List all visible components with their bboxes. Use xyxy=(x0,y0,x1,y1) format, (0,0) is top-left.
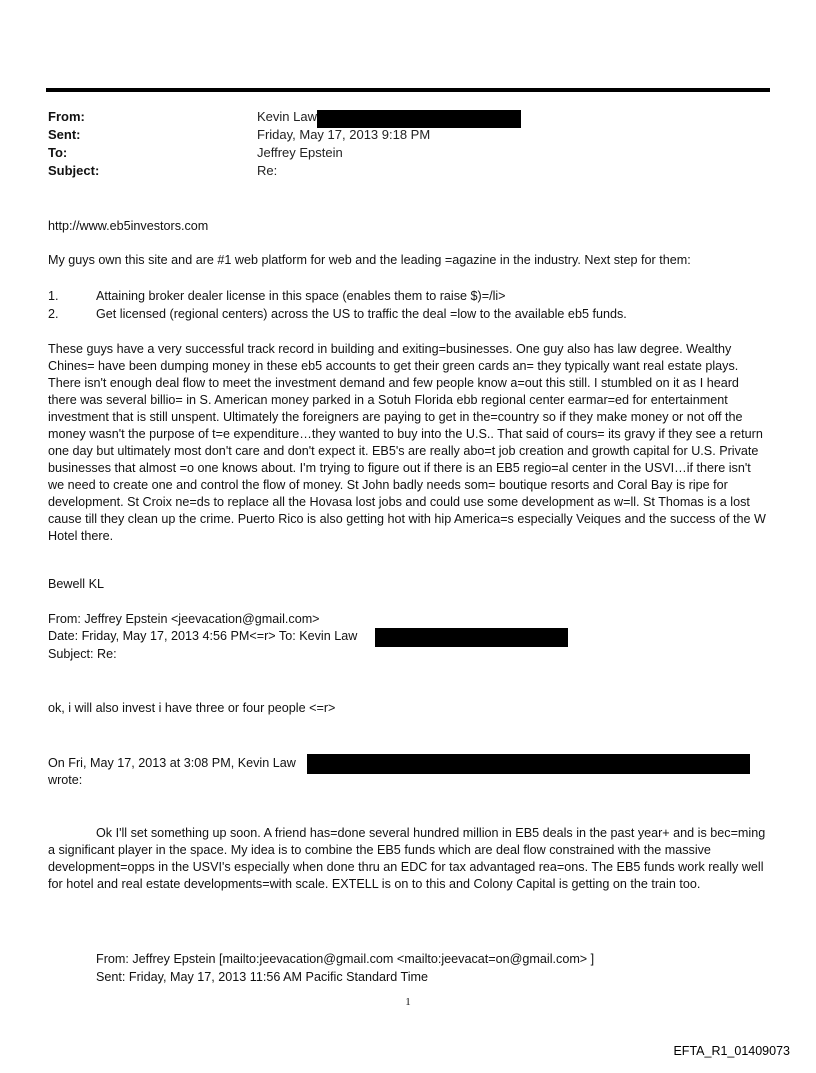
nested-from: From: Jeffrey Epstein [mailto:jeevacation@gmail.com <mailto:jeevacat=on@gmail.com> ] xyxy=(96,952,595,966)
redaction-block xyxy=(375,628,568,647)
quoted-date-to: Date: Friday, May 17, 2013 4:56 PM<=r> To: Kevin Law xyxy=(48,629,358,643)
sent-value: Friday, May 17, 2013 9:18 PM xyxy=(257,127,431,142)
quoted-message: ok, i will also invest i have three or four people <=r> xyxy=(48,701,336,715)
quoted-from: From: Jeffrey Epstein <jeevacation@gmail.com> xyxy=(48,612,320,626)
nested-sent: Sent: Friday, May 17, 2013 11:56 AM Pacific Standard Time xyxy=(96,970,429,984)
quoted-paragraph: Ok I'll set something up soon. A friend has=done several hundred million in EB5 deals in the past year+ and is bec=ming a significant player in the space. My idea is to combine the EB5 funds which are deal flow constrained with the massive development=opps in the USVI's especially when done thru an EDC for tax advantaged rea=ons. The EB5 funds work really well for hotel and real estate developments=with scale. EXTELL is on to this and Colony Capital is getting on the train too. xyxy=(48,826,766,891)
list-item: Attaining broker dealer license in this space (enables them to raise $)=/li> xyxy=(96,289,506,303)
from-label: From: xyxy=(48,109,85,124)
quoted-subject: Subject: Re: xyxy=(48,647,117,661)
header-rule xyxy=(46,88,770,92)
subject-value: Re: xyxy=(257,163,278,178)
to-value: Jeffrey Epstein xyxy=(257,145,343,160)
wrote-label: wrote: xyxy=(48,773,83,787)
from-value: Kevin Law xyxy=(257,109,317,124)
document-id: EFTA_R1_01409073 xyxy=(673,1044,790,1058)
intro-paragraph: My guys own this site and are #1 web platform for web and the leading =agazine in the industry. Next step for them: xyxy=(48,253,691,267)
to-label: To: xyxy=(48,145,68,160)
page-number: 1 xyxy=(405,996,411,1008)
subject-label: Subject: xyxy=(48,163,100,178)
redaction-block xyxy=(307,754,750,774)
wrote-line: On Fri, May 17, 2013 at 3:08 PM, Kevin Law xyxy=(48,756,296,770)
signoff: Bewell KL xyxy=(48,577,105,591)
main-paragraph: These guys have a very successful track record in building and exiting=businesses. One guy also has law degree. Wealthy Chines= have been dumping money in these eb5 accounts to get their green cards an= they typically want real estate plays. There isn't enough deal flow to meet the investment demand and few people know a=out this still. I stumbled on it as I heard there was several billio= in S. American money parked in a Sotuh Florida ebb regional center earmar=ed for entertainment investment that is still unspent. Ultimately the foreigners are paying to get in the=country so if they make money or not off the money wasn't the purpose of t=e expenditure…they wanted to buy into the U.S.. That said of cours= its gravy if they see a return one day but ultimately most don't care and don't expect it. EB5's are really abo=t job creation and growth capital for U.S. Private businesses that almost =o one knows about. I'm trying to figure out if there is an EB5 regio=al center in the USVI…if there isn't we need to create one and control the flow of money. St John badly needs som= boutique resorts and Coral Bay is ripe for development. St Croix ne=ds to replace all the Hovasa lost jobs and could use some development as w=ll. St Thomas is a lost cause till they clean up the crime. Puerto Rico is also getting hot with hip America=s especially Veiques and the success of the W Hotel there. xyxy=(48,342,766,543)
list-number: 2. xyxy=(48,307,59,321)
list-number: 1. xyxy=(48,289,59,303)
list-item: Get licensed (regional centers) across the US to traffic the deal =low to the available eb5 funds. xyxy=(96,307,627,321)
sent-label: Sent: xyxy=(48,127,81,142)
site-url: http://www.eb5investors.com xyxy=(48,219,209,233)
